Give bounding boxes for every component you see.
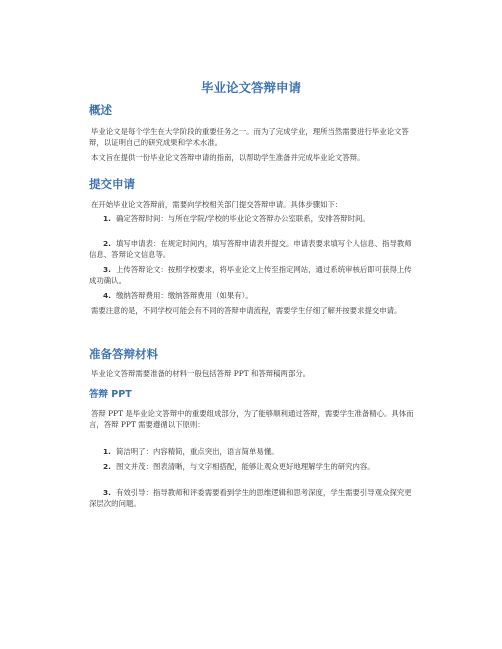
overview-paragraph-1: 毕业论文是每个学生在大学阶段的重要任务之一。而为了完成学业，理所当然需要进行毕业论文答辩，以证明自己的研究成果和学术水准。: [89, 127, 409, 147]
materials-intro: 毕业论文答辩需要准备的材料一般包括答辩 PPT 和答辩稿两部分。: [91, 369, 311, 378]
ppt-heading: 答辩 PPT: [89, 389, 132, 400]
step-text: 缴纳答辩费用：缴纳答辩费用（如果有）。: [116, 291, 253, 300]
step-text: 确定答辩时间：与所在学院/学校的毕业论文答辩办公室联系，安排答辩时间。: [116, 214, 370, 223]
submit-note: 需要注意的是，不同学校可能会有不同的答辩申请流程，需要学生仔细了解并按要求提交申请。: [91, 306, 402, 315]
submit-heading: 提交申请: [89, 177, 135, 191]
ppt-intro: 答辩 PPT 是毕业论文答辩中的重要组成部分，为了能够顺利通过答辩，需要学生准备精心。具体而言，答辩 PPT 需要遵循以下原则：: [89, 409, 414, 429]
submit-step: [89, 290, 419, 301]
ppt-principle: [89, 461, 419, 472]
submit-step: [89, 213, 419, 224]
submit-step: [89, 264, 419, 286]
overview-paragraph-2: 本文旨在提供一份毕业论文答辩申请的指南，以帮助学生准备并完成毕业论文答辩。: [91, 153, 365, 162]
document-title: 毕业论文答辩申请: [200, 80, 301, 95]
step-number: 4.: [103, 291, 111, 300]
principle-text: 简洁明了：内容精简，重点突出，语言简单易懂。: [116, 447, 279, 456]
step-number: 1.: [103, 214, 111, 223]
ppt-principle: [89, 487, 419, 509]
step-number: 2.: [103, 239, 111, 248]
materials-heading: 准备答辩材料: [89, 347, 158, 361]
step-number: 3.: [103, 265, 111, 274]
principle-number: 2.: [103, 462, 111, 471]
submit-step: [89, 238, 419, 260]
overview-heading: 概述: [89, 103, 112, 117]
submit-intro: 在开始毕业论文答辩前，需要向学校相关部门提交答辩申请。具体步骤如下：: [91, 200, 343, 209]
principle-number: 3.: [103, 488, 111, 497]
step-text: 填写申请表：在规定时间内，填写答辩申请表并提交。申请表要求填写个人信息、指导教师信息、答辩论文信息等。: [89, 239, 412, 259]
principle-text: 有效引导：指导教师和评委需要看到学生的思维逻辑和思考深度，学生需要引导观众探究更深层次的问题。: [89, 488, 412, 508]
ppt-principle: [89, 446, 419, 457]
principle-number: 1.: [103, 447, 111, 456]
principle-text: 图文并茂：图表清晰，与文字相搭配，能够让观众更好地理解学生的研究内容。: [116, 462, 375, 471]
step-text: 上传答辩论文：按照学校要求，将毕业论文上传至指定网站，通过系统审核后即可获得上传成功确认。: [89, 265, 412, 285]
